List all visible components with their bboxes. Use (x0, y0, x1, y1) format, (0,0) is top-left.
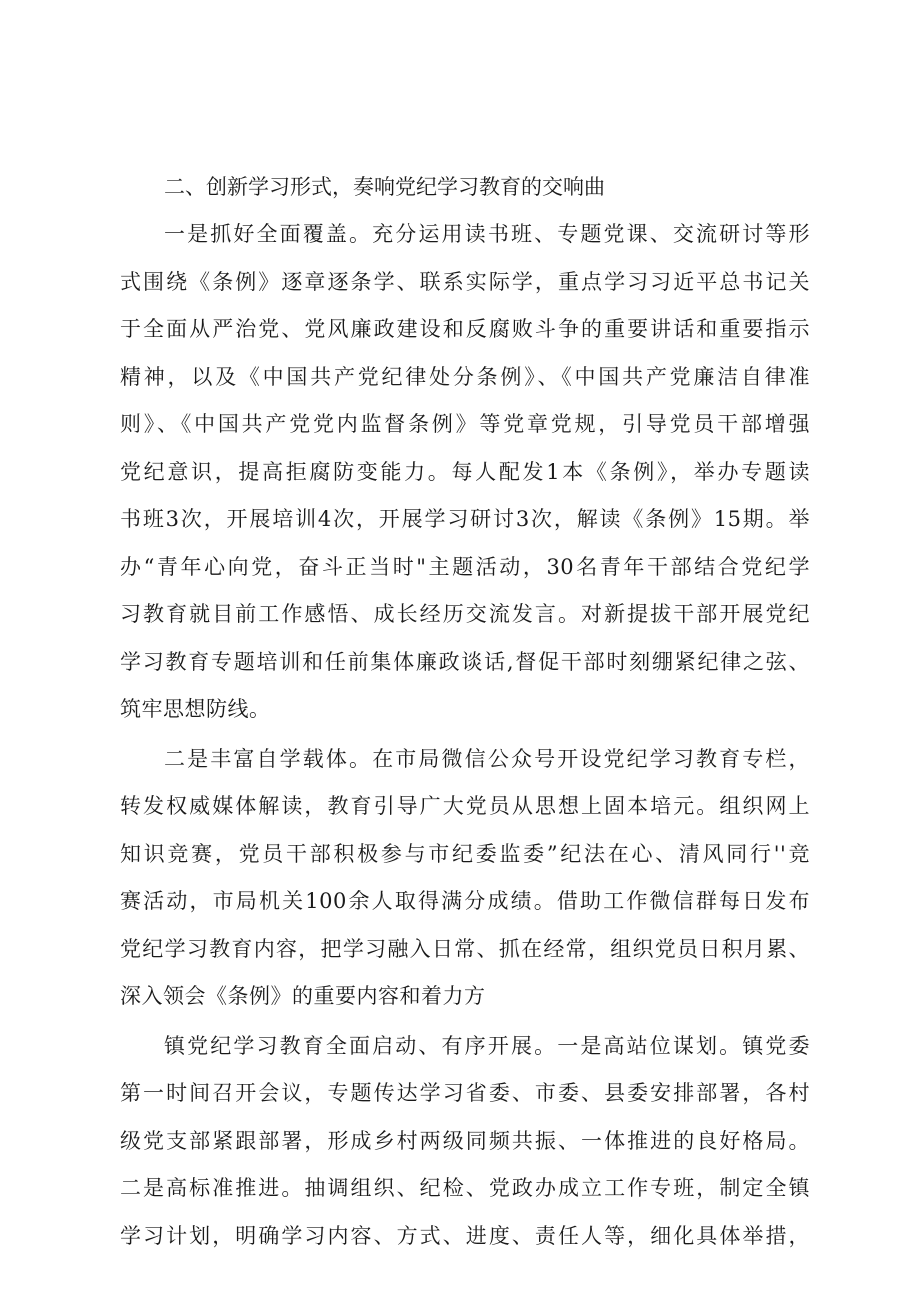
paragraph-line: 党纪学习教育内容，把学习融入日常、抓在经常，组织党员日积月累、 (120, 936, 810, 961)
paragraph-line: 转发权威媒体解读，教育引导广大党员从思想上固本培元。组织网上 (120, 794, 810, 818)
paragraph-line: 式围绕《条例》逐章逐条学、联系实际学，重点学习习近平总书记关 (120, 269, 810, 294)
document-page (120, 160, 810, 1260)
paragraph-line: 学习教育专题培训和任前集体廉政谈话,督促干部时刻绷紧纪律之弦、 (120, 649, 810, 674)
paragraph-line: 镇党纪学习教育全面启动、有序开展。一是高站位谋划。镇党委 (164, 1033, 810, 1058)
paragraph-town-launch (120, 1023, 810, 1261)
paragraph-coverage (120, 211, 810, 734)
paragraph-line: 精神，以及《中国共产党纪律处分条例》、《中国共产党廉洁自律准 (120, 364, 810, 389)
paragraph-line: 第一时间召开会议，专题传达学习省委、市委、县委安排部署，各村 (120, 1081, 810, 1105)
paragraph-line: 赛活动，市局机关100余人取得满分成绩。借助工作微信群每日发布 (120, 889, 810, 913)
paragraph-line: 一是抓好全面覆盖。充分运用读书班、专题党课、交流研讨等形 (164, 222, 810, 246)
paragraph-line: 则》、《中国共产党党内监督条例》等党章党规，引导党员干部增强 (120, 412, 810, 436)
paragraph-line: 二是丰富自学载体。在市局微信公众号开设党纪学习教育专栏， (164, 746, 810, 771)
section-heading: 二、创新学习形式，奏响党纪学习教育的交响曲 (164, 175, 605, 199)
paragraph-line: 筑牢思想防线。 (120, 697, 271, 721)
paragraph-line: 二是高标准推进。抽调组织、纪检、党政办成立工作专班，制定全镇 (120, 1176, 810, 1200)
paragraph-line: 深入领会《条例》的重要内容和着力方 (120, 984, 486, 1008)
paragraph-line: 办“青年心向党，奋斗正当时"主题活动，30名青年干部结合党纪学 (120, 554, 810, 579)
paragraph-line: 于全面从严治党、党风廉政建设和反腐败斗争的重要讲话和重要指示 (120, 317, 810, 341)
paragraph-line: 知识竞赛，党员干部积极参与市纪委监委”纪法在心、清风同行''竞 (120, 841, 810, 866)
paragraph-line: 级党支部紧跟部署，形成乡村两级同频共振、一体推进的良好格局。 (120, 1128, 810, 1153)
paragraph-self-study (120, 736, 810, 1021)
paragraph-line: 党纪意识，提高拒腐防变能力。每人配发1本《条例》，举办专题读 (120, 459, 810, 484)
paragraph-line: 书班3次，开展培训4次，开展学习研讨3次，解读《条例》15期。举 (120, 507, 810, 531)
paragraph-line: 学习计划，明确学习内容、方式、进度、责任人等，细化具体举措， (120, 1223, 810, 1248)
paragraph-line: 习教育就目前工作感悟、成长经历交流发言。对新提拔干部开展党纪 (120, 602, 810, 626)
